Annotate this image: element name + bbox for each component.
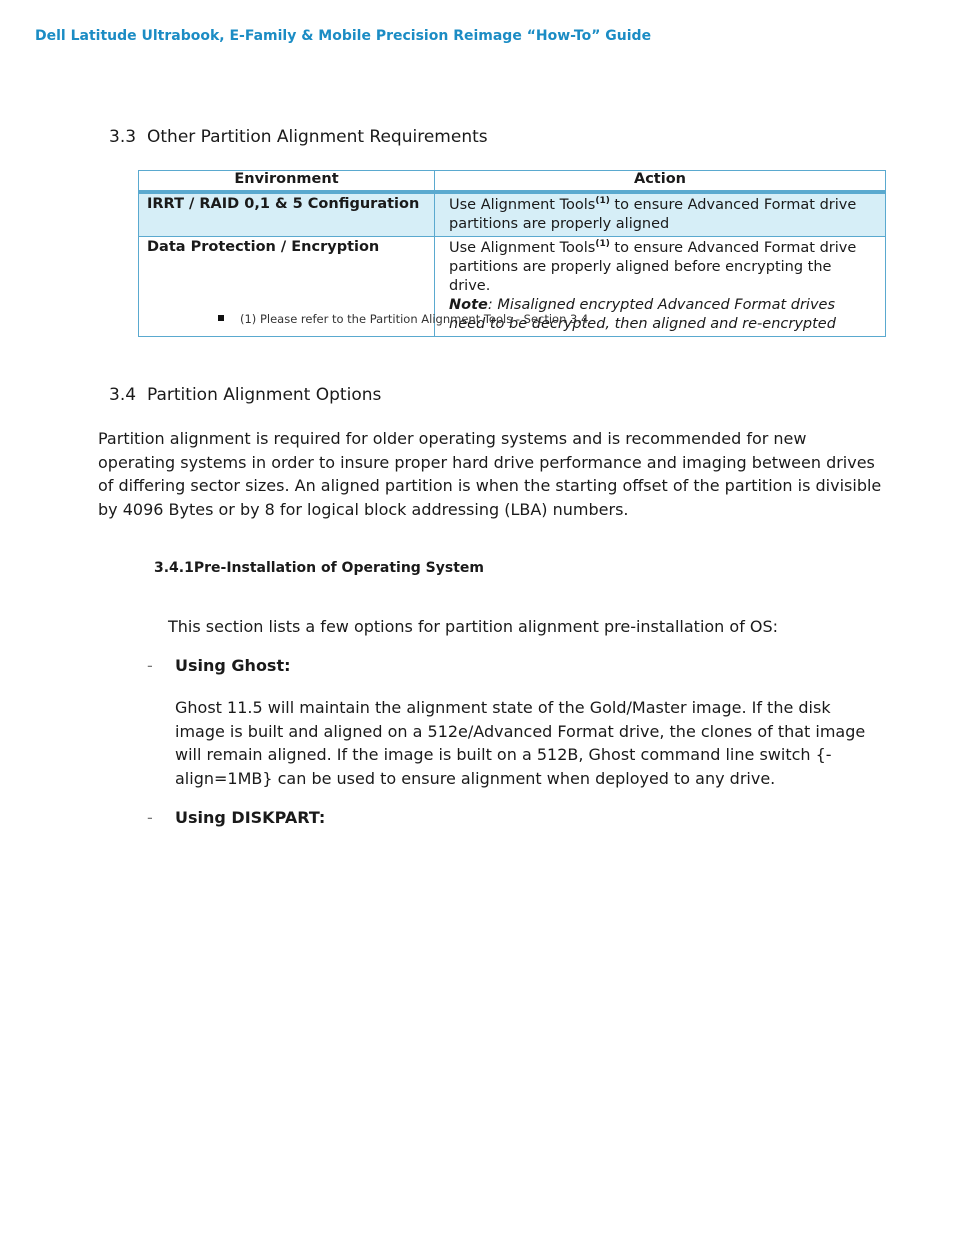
column-header-environment: Environment bbox=[139, 171, 435, 193]
footnote-ref: (1) bbox=[595, 239, 610, 249]
table-header-row bbox=[139, 171, 886, 193]
action-text: to ensure Advanced Format drive partitions are properly aligned bbox=[449, 197, 857, 232]
note-label: Note bbox=[449, 297, 488, 313]
document-header-title: Dell Latitude Ultrabook, E-Family & Mobile Precision Reimage “How-To” Guide bbox=[35, 28, 652, 44]
action-cell bbox=[435, 192, 886, 237]
action-text: to ensure Advanced Format drive partitions are properly aligned before encrypting the drive. bbox=[449, 240, 857, 294]
section-number: 3.3 bbox=[109, 127, 137, 147]
section-intro-text: This section lists a few options for partition alignment pre-installation of OS: bbox=[168, 617, 779, 636]
dash-bullet: - bbox=[147, 808, 153, 827]
list-item-diskpart bbox=[147, 808, 325, 827]
note-text: : Misaligned encrypted Advanced Format drives need to be decrypted, then aligned and re-encrypted bbox=[449, 297, 836, 332]
section-3-4-paragraph: Partition alignment is required for older operating systems and is recommended for new operating systems in order to insure proper hard drive performance and imaging between drives of differing sector sizes. An aligned partition is when the starting offset of the partition is divisible by 4096 Bytes or by 8 for logical block addressing (LBA) numbers. bbox=[98, 429, 882, 520]
dash-bullet: - bbox=[147, 656, 153, 675]
action-text: Use Alignment Tools bbox=[449, 197, 596, 213]
environment-cell: Data Protection / Encryption bbox=[139, 237, 435, 337]
section-3-3-heading bbox=[109, 127, 488, 147]
list-item-ghost bbox=[147, 656, 291, 675]
section-title: Partition Alignment Options bbox=[147, 385, 382, 405]
section-number: 3.4 bbox=[109, 385, 137, 405]
section-title: Other Partition Alignment Requirements bbox=[147, 127, 488, 147]
section-3-4-heading bbox=[109, 385, 381, 405]
square-bullet-icon bbox=[218, 315, 224, 321]
environment-cell: IRRT / RAID 0,1 & 5 Configuration bbox=[139, 192, 435, 237]
action-text: Use Alignment Tools bbox=[449, 240, 596, 256]
table-footnote bbox=[218, 312, 588, 326]
footnote-ref: (1) bbox=[595, 196, 610, 206]
ghost-description: Ghost 11.5 will maintain the alignment state of the Gold/Master image. If the disk image is built and aligned on a 512e/Advanced Format drive, the clones of that image will remain aligned. If the image is built on a 512B, Ghost command line switch {-align=1MB} can be used to ensure alignment when deployed to any drive. bbox=[175, 698, 866, 789]
section-3-4-1-heading: 3.4.1Pre-Installation of Operating System bbox=[154, 560, 484, 576]
footnote-text: (1) Please refer to the Partition Alignment Tools - Section 3.4 bbox=[240, 312, 589, 326]
column-header-action: Action bbox=[435, 171, 886, 193]
table-row bbox=[139, 192, 886, 237]
list-item-label: Using Ghost: bbox=[175, 656, 291, 675]
list-item-label: Using DISKPART: bbox=[175, 808, 326, 827]
